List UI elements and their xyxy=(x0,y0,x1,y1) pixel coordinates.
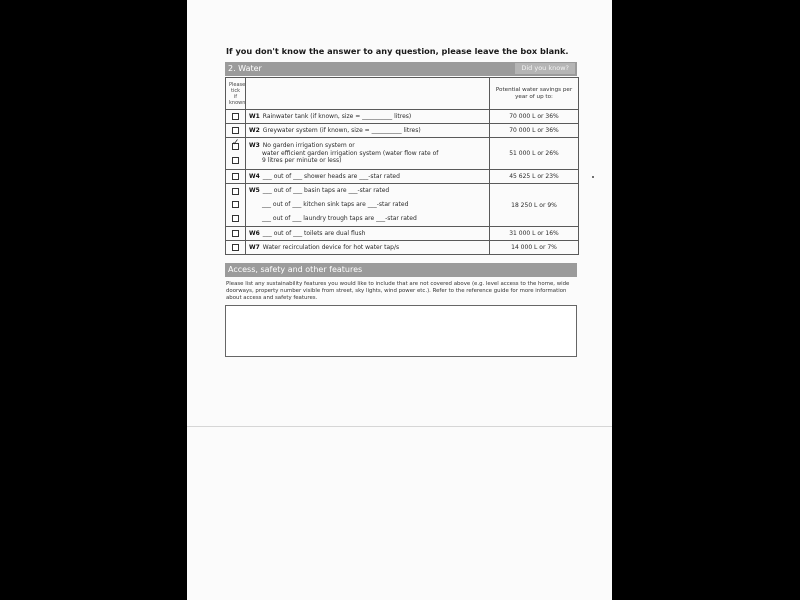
access-instructions: Please list any sustainability features you would like to include that are not covered above (e.g. level access to the home, wide doorways, property number visible from street, sky lights, wind power etc.). Refer to the reference guide for more information about access and safety features. xyxy=(226,281,570,302)
w5-text-laundry: ___ out of ___ laundry trough taps are ___-star rated xyxy=(262,215,417,222)
w7-savings: 14 000 L or 7% xyxy=(490,241,579,255)
w7-checkbox[interactable] xyxy=(232,244,239,251)
page-fold-line xyxy=(187,426,612,427)
access-features-answer-box[interactable] xyxy=(225,305,577,357)
w6-checkbox[interactable] xyxy=(232,230,239,237)
table-row: W1 Rainwater tank (if known, size = __________ litres) 70 000 L or 36% xyxy=(226,110,579,124)
w5-savings: 18 250 L or 9% xyxy=(490,184,579,227)
w2-text: Greywater system (if known, size = __________ litres) xyxy=(262,127,421,134)
w5-text-kitchen: ___ out of ___ kitchen sink taps are ___-star rated xyxy=(262,201,409,208)
w4-savings: 45 625 L or 23% xyxy=(490,170,579,184)
table-row: W5 ___ out of ___ basin taps are ___-star rated ___ out of ___ kitchen sink taps are ___-star rated ___ out of ___ laundry trough taps are ___-star rated 18 250 L or 9% xyxy=(226,184,579,227)
w5-checkbox-basin[interactable] xyxy=(232,188,239,195)
table-row: W6 ___ out of ___ toilets are dual flush 31 000 L or 16% xyxy=(226,227,579,241)
checkmark-icon: ✓ xyxy=(232,138,240,148)
w3-checkbox-efficient-irrigation[interactable] xyxy=(232,157,239,164)
w5-checkbox-laundry[interactable] xyxy=(232,215,239,222)
w7-text: Water recirculation device for hot water tap/s xyxy=(262,244,400,251)
did-you-know-tag: Did you know? xyxy=(515,63,575,74)
please-tick-header: Please tick if known xyxy=(226,78,246,110)
w5-checkbox-kitchen[interactable] xyxy=(232,201,239,208)
w5-text-basin: ___ out of ___ basin taps are ___-star rated xyxy=(262,187,390,194)
w1-savings: 70 000 L or 36% xyxy=(490,110,579,124)
access-section-header xyxy=(225,263,577,277)
w2-checkbox[interactable] xyxy=(232,127,239,134)
w4-checkbox[interactable] xyxy=(232,173,239,180)
water-section-title: 2. Water xyxy=(228,64,262,73)
w3-text-line-1: No garden irrigation system or xyxy=(262,142,355,150)
table-row: W4 ___ out of ___ shower heads are ___-star rated 45 625 L or 23% xyxy=(226,170,579,184)
w3-text-line-3: 9 litres per minute or less) xyxy=(262,157,342,165)
scan-speck xyxy=(592,176,594,178)
w6-text: ___ out of ___ toilets are dual flush xyxy=(262,230,366,237)
form-instruction: If you don't know the answer to any question, please leave the box blank. xyxy=(226,46,569,56)
table-row: W2 Greywater system (if known, size = __________ litres) 70 000 L or 36% xyxy=(226,124,579,138)
table-row: ✓ W3 No garden irrigation system or water efficient garden irrigation system (water flow rate of 9 litres per minute or less) 51 000 L or 26% xyxy=(226,138,579,170)
w6-savings: 31 000 L or 16% xyxy=(490,227,579,241)
w1-text: Rainwater tank (if known, size = __________ litres) xyxy=(262,113,412,120)
w2-savings: 70 000 L or 36% xyxy=(490,124,579,138)
table-header-row xyxy=(226,78,579,110)
w1-checkbox[interactable] xyxy=(232,113,239,120)
access-section-title: Access, safety and other features xyxy=(228,265,363,274)
w3-savings: 51 000 L or 26% xyxy=(490,138,579,170)
form-page xyxy=(187,0,612,600)
savings-header: Potential water savings per year of up to: xyxy=(490,78,579,110)
water-table xyxy=(225,77,579,255)
water-section-header xyxy=(225,62,577,76)
table-row: W7 Water recirculation device for hot water tap/s 14 000 L or 7% xyxy=(226,241,579,255)
w3-text-line-2: water efficient garden irrigation system (water flow rate of xyxy=(262,149,439,157)
w4-text: ___ out of ___ shower heads are ___-star rated xyxy=(262,173,400,180)
